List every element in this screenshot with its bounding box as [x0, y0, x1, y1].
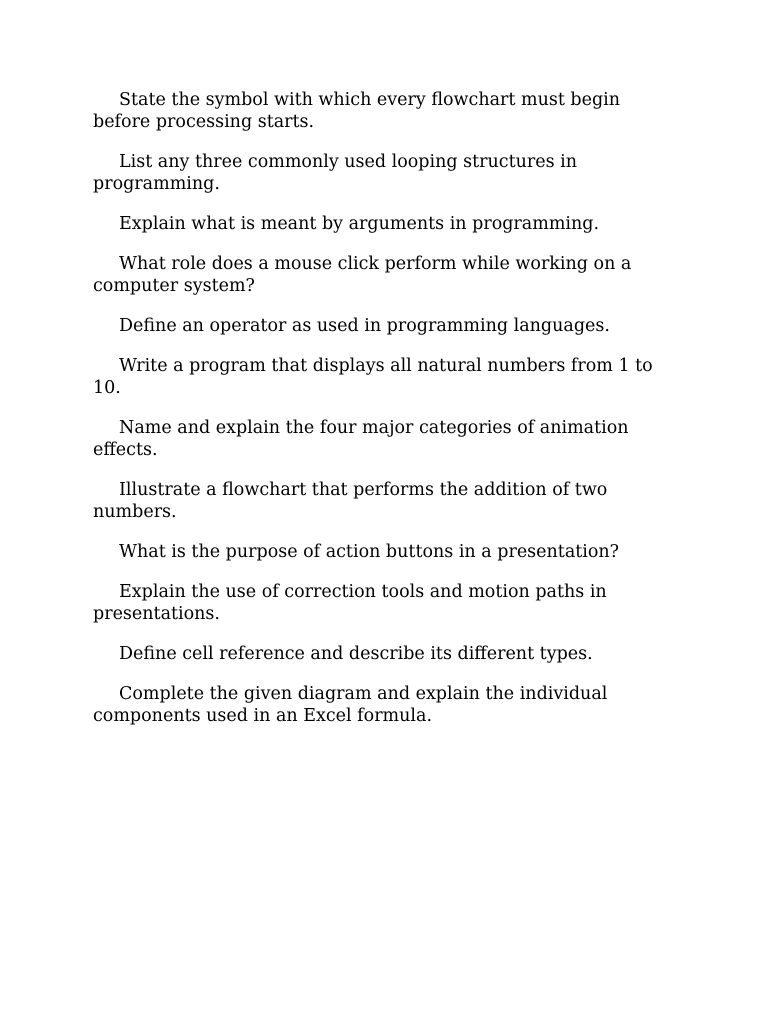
question-12: Complete the given diagram and explain the individual components used in an Excel formula. [93, 684, 608, 726]
question-1: State the symbol with which every flowchart must begin before processing starts. [93, 90, 621, 132]
question-7: Name and explain the four major categories of animation effects. [93, 418, 629, 460]
question-8: Illustrate a flowchart that performs the addition of two numbers. [93, 480, 608, 522]
question-list [93, 89, 678, 727]
question-2: List any three commonly used looping structures in programming. [93, 152, 578, 194]
question-9: What is the purpose of action buttons in a presentation? [119, 542, 620, 562]
question-5: Define an operator as used in programming languages. [119, 316, 610, 336]
question-10: Explain the use of correction tools and motion paths in presentations. [93, 582, 607, 624]
question-11: Define cell reference and describe its different types. [119, 644, 593, 664]
question-4: What role does a mouse click perform while working on a computer system? [93, 254, 632, 296]
question-3: Explain what is meant by arguments in programming. [119, 214, 600, 234]
question-6: Write a program that displays all natural numbers from 1 to 10. [93, 356, 653, 398]
